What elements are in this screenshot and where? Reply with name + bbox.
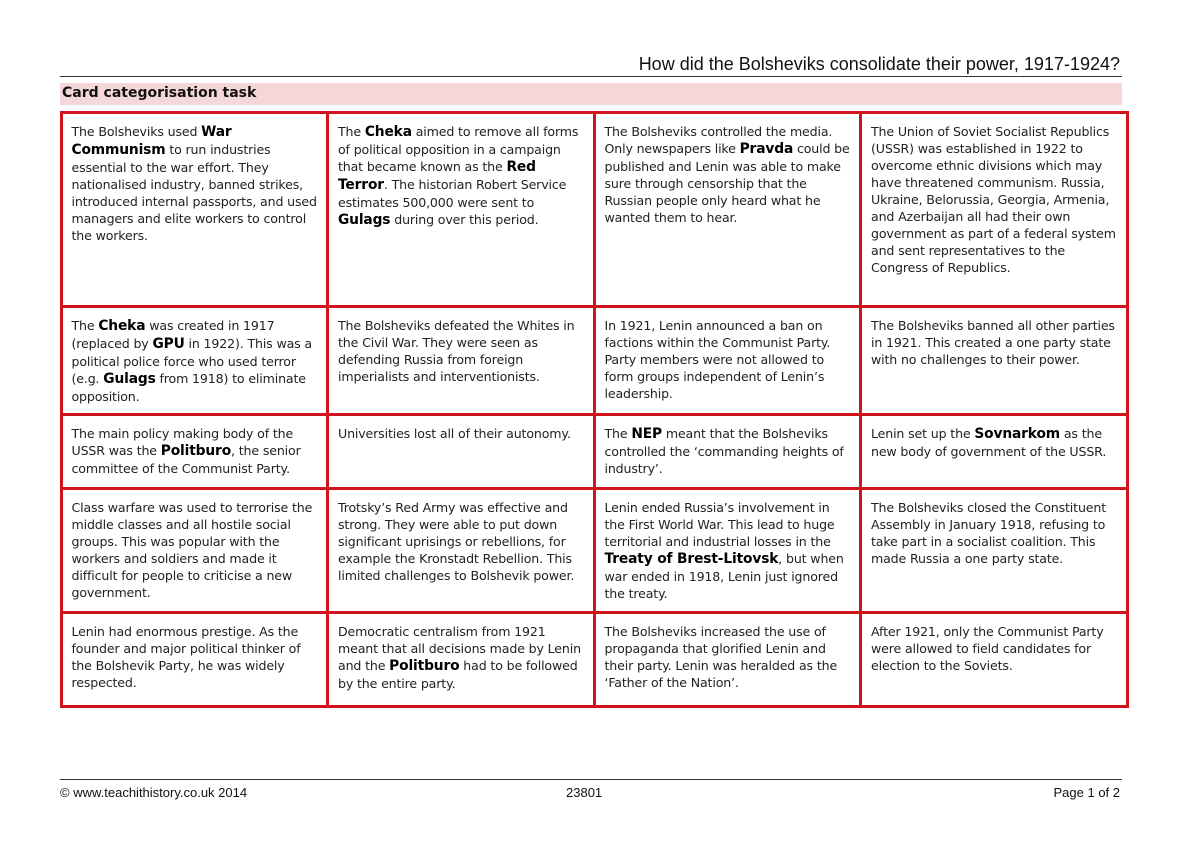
card-text: In 1921, Lenin announced a ban on factions within the Communist Party. Party members were not allowed to form groups independent of Lenin’s leadership. — [604, 317, 831, 401]
card-text: The Bolsheviks used — [71, 123, 202, 139]
card-7 — [593, 305, 863, 416]
page-title: How did the Bolsheviks consolidate their power, 1917-1924? — [638, 54, 1120, 74]
card-text: The — [71, 317, 99, 333]
card-keyword: War Communism — [71, 123, 232, 158]
card-keyword: GPU — [152, 335, 185, 352]
card-keyword: Gulags — [103, 370, 156, 387]
card-15 — [593, 487, 863, 614]
card-text: during over this period. — [390, 211, 539, 227]
card-text: The Union of Soviet Socialist Republics (USSR) was established in 1922 to overcome ethnic divisions which may have threatened communism. Russia, Ukraine, Belorussia, Georgia, Armenia, and Azerbaijan all had their own government as part of a federal system and sent representatives to the Congress of Republics. — [871, 123, 1116, 275]
card-text: The Bolsheviks increased the use of propaganda that glorified Lenin and their party. Lenin was heralded as the ‘Father of the Nation’. — [604, 623, 838, 690]
card-keyword: Sovnarkom — [974, 425, 1061, 442]
task-heading-bar — [60, 83, 1122, 105]
card-13 — [60, 487, 330, 614]
card-keyword: Pravda — [739, 140, 794, 157]
footer-divider — [60, 779, 1122, 780]
card-10 — [326, 413, 596, 490]
card-text: The — [338, 123, 365, 139]
card-text: , but when war ended in 1918, Lenin just ignored the treaty. — [604, 550, 844, 601]
card-1 — [60, 111, 330, 308]
card-text: meant that the Bolsheviks controlled the ‘commanding heights of industry’. — [604, 425, 844, 476]
card-text: had to be followed by the entire party. — [338, 657, 578, 691]
card-text: After 1921, only the Communist Party were allowed to field candidates for election to the Soviets. — [871, 623, 1104, 673]
card-keyword: Red Terror — [338, 158, 536, 193]
footer-copyright: © www.teachithistory.co.uk 2014 — [60, 785, 248, 800]
card-19 — [593, 611, 863, 708]
task-title: Card categorisation task — [62, 85, 257, 101]
card-text: in 1922). This was a political police force who used terror (e.g. — [71, 335, 313, 386]
card-text: The Bolsheviks closed the Constituent Assembly in January 1918, refusing to take part in a socialist coalition. This made Russia a one party state. — [871, 499, 1106, 566]
header-divider — [60, 76, 1122, 77]
card-17 — [60, 611, 330, 708]
card-2 — [326, 111, 596, 308]
card-3 — [593, 111, 863, 308]
card-18 — [326, 611, 596, 708]
footer-doc-number: 23801 — [566, 785, 603, 800]
card-keyword: Gulags — [338, 211, 391, 228]
card-text: The main policy making body of the USSR was the — [71, 425, 294, 458]
card-text: The Bolsheviks banned all other parties in 1921. This created a one party state with no challenges to their power. — [871, 317, 1115, 367]
card-keyword: Cheka — [98, 317, 146, 334]
card-keyword: Treaty of Brest-Litovsk — [604, 550, 779, 567]
card-keyword: Cheka — [364, 123, 412, 140]
card-keyword: Politburo — [160, 442, 232, 459]
card-11 — [593, 413, 863, 490]
card-text: as the new body of government of the USSR. — [871, 425, 1107, 459]
card-text: could be published and Lenin was able to make sure through censorship that the Russian people only heard what he wanted them to hear. — [604, 140, 850, 225]
card-5 — [60, 305, 330, 416]
card-text: Lenin had enormous prestige. As the founder and major political thinker of the Bolshevik Party, he was widely respected. — [71, 623, 301, 690]
card-20 — [859, 611, 1129, 708]
card-text: Democratic centralism from 1921 meant that all decisions made by Lenin and the — [338, 623, 581, 673]
card-text: was created in 1917 (replaced by — [71, 317, 275, 351]
card-text: The Bolsheviks defeated the Whites in the Civil War. They were seen as defending Russia from foreign imperialists and interventionists. — [338, 317, 575, 384]
card-text: , the senior committee of the Communist Party. — [71, 442, 301, 476]
card-12 — [859, 413, 1129, 490]
card-16 — [859, 487, 1129, 614]
card-8 — [859, 305, 1129, 416]
footer-page-number: Page 1 of 2 — [1053, 785, 1120, 800]
card-keyword: NEP — [631, 425, 662, 442]
card-14 — [326, 487, 596, 614]
card-text: Trotsky’s Red Army was effective and strong. They were able to put down significant uprisings or rebellions, for example the Kronstadt Rebellion. This limited challenges to Bolshevik power. — [338, 499, 575, 583]
card-text: to run industries essential to the war effort. They nationalised industry, banned strikes, introduced internal passports, and used managers and elite workers to control the workers. — [71, 141, 317, 243]
card-9 — [60, 413, 330, 490]
card-text: Lenin ended Russia’s involvement in the First World War. This lead to huge territorial and industrial losses in the — [604, 499, 835, 549]
card-text: aimed to remove all forms of political opposition in a campaign that became known as the — [338, 123, 579, 174]
card-text: . The historian Robert Service estimates 500,000 were sent to — [338, 176, 567, 210]
card-keyword: Politburo — [389, 657, 460, 674]
card-6 — [326, 305, 596, 416]
card-text: The Bolsheviks controlled the media. Only newspapers like — [604, 123, 833, 156]
card-text: Class warfare was used to terrorise the middle classes and all hostile social groups. This was popular with the workers and soldiers and made it difficult for people to criticise a new government. — [71, 499, 313, 600]
card-grid — [61, 112, 1127, 706]
card-text: from 1918) to eliminate opposition. — [71, 370, 306, 404]
card-text: The — [604, 425, 632, 441]
card-text: Lenin set up the — [871, 425, 975, 441]
card-4 — [859, 111, 1129, 308]
card-text: Universities lost all of their autonomy. — [338, 425, 571, 441]
